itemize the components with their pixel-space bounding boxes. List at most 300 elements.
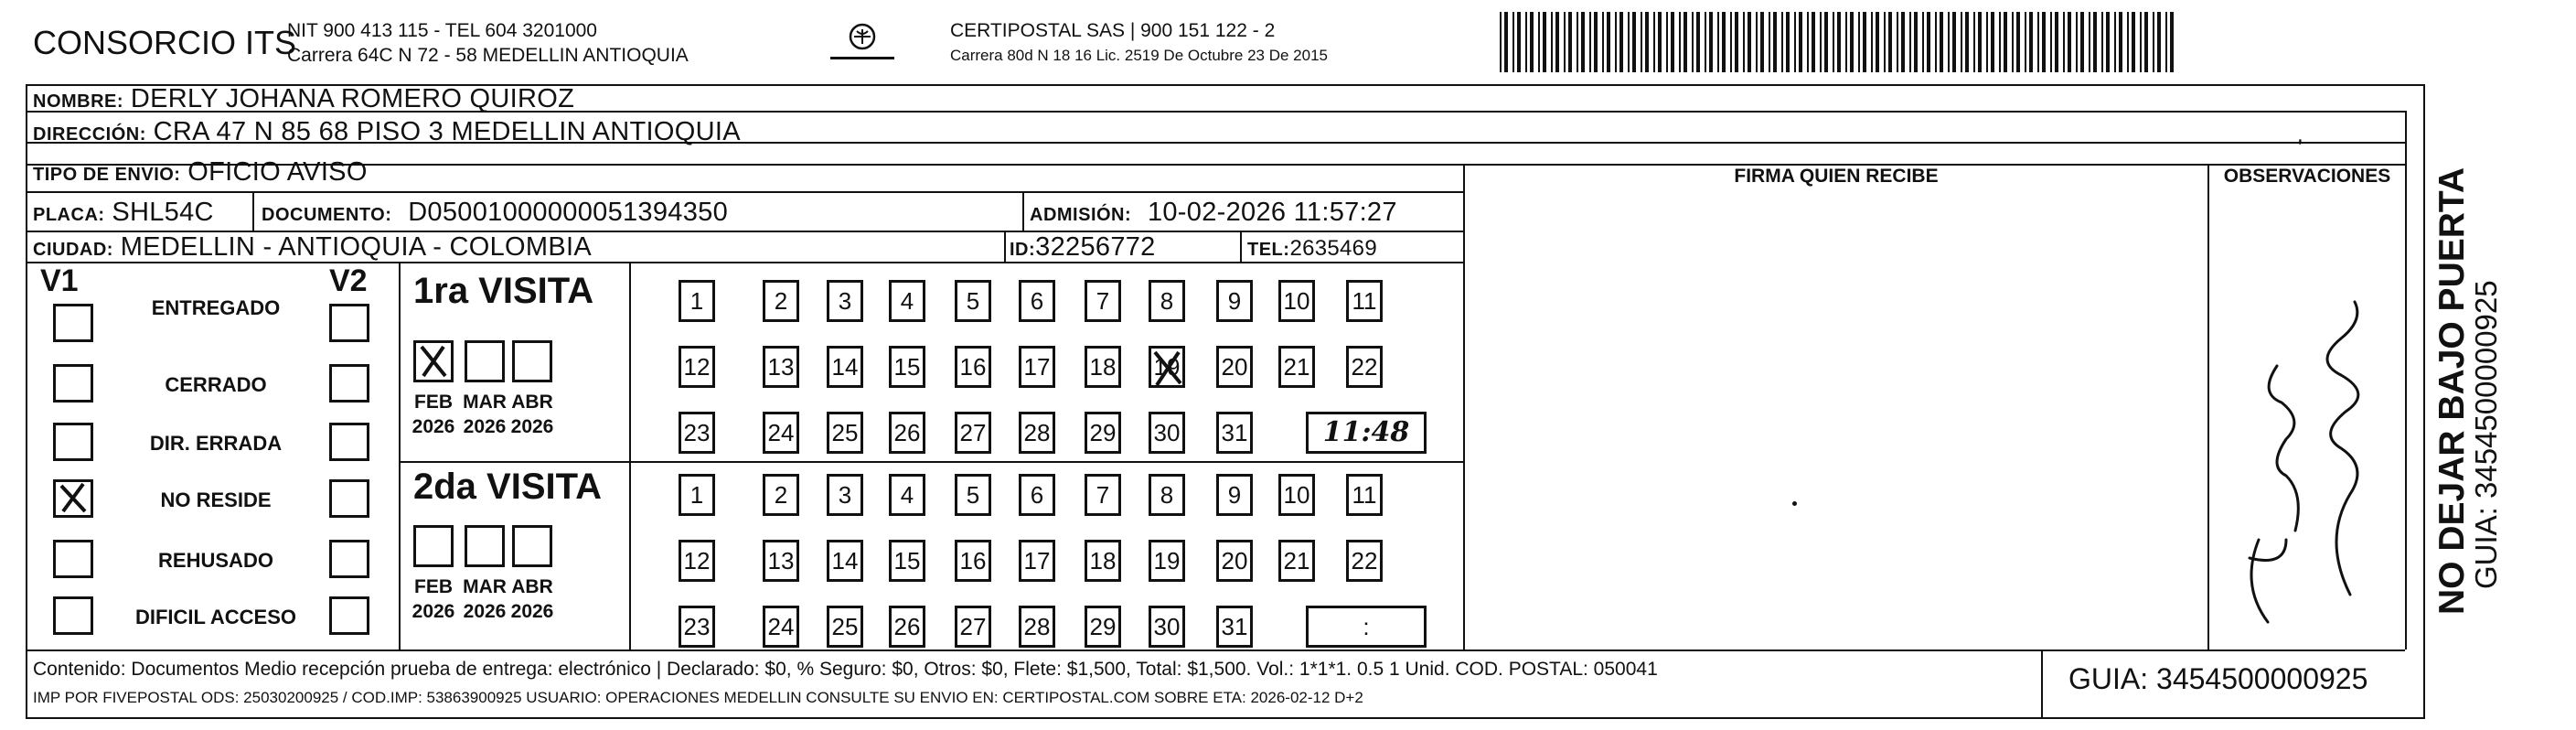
barcode-bar xyxy=(1551,12,1553,72)
day-number: 26 xyxy=(893,419,921,446)
barcode-bar xyxy=(2068,12,2071,72)
visit2-day[interactable] xyxy=(763,540,799,582)
tel-field xyxy=(1247,232,1377,262)
v2-checkbox[interactable] xyxy=(329,304,369,342)
barcode-bar xyxy=(2080,12,2084,72)
visit2-day[interactable] xyxy=(955,474,991,516)
day-number: 6 xyxy=(1030,481,1044,509)
barcode-bar xyxy=(1897,12,1898,72)
status-option-label: CERRADO xyxy=(165,373,267,396)
barcode-bar xyxy=(2114,12,2116,72)
day-number: 30 xyxy=(1153,419,1181,446)
visit2-time: : xyxy=(1363,613,1370,640)
visit2-day[interactable] xyxy=(1085,474,1121,516)
divider xyxy=(1463,164,1465,649)
barcode-bar xyxy=(1978,12,1982,72)
day-number: 5 xyxy=(966,287,980,315)
visit1-day[interactable] xyxy=(679,346,715,388)
admision-label: ADMISIÓN: xyxy=(1030,205,1132,225)
day-number: 24 xyxy=(767,419,795,446)
day-number: 29 xyxy=(1089,613,1117,640)
month-year: 2026 xyxy=(510,601,554,622)
barcode-bar xyxy=(1837,12,1841,72)
day-number: 8 xyxy=(1160,481,1174,509)
day-number: 4 xyxy=(900,481,914,509)
barcode-bar xyxy=(1504,12,1508,72)
barcode-bar xyxy=(1781,12,1783,72)
barcode-bar xyxy=(1568,12,1572,72)
barcode-bar xyxy=(1760,12,1764,72)
barcode-bar xyxy=(1952,12,1956,72)
visit1-day[interactable] xyxy=(1019,346,1055,388)
side-guia: GUIA: 3454500000925 xyxy=(2469,280,2503,589)
placa-value: SHL54C xyxy=(112,198,214,227)
company-name: CONSORCIO ITS xyxy=(33,24,297,61)
visit1-day[interactable] xyxy=(1216,346,1253,388)
day-number: 25 xyxy=(831,613,859,640)
day-number: 12 xyxy=(683,353,711,381)
certipostal-logo xyxy=(823,20,902,71)
company-address: Carrera 64C N 72 - 58 MEDELLIN ANTIOQUIA xyxy=(287,45,689,66)
visit1-day[interactable] xyxy=(827,280,863,322)
day-number: 26 xyxy=(893,613,921,640)
tipo-envio-label: TIPO DE ENVIO: xyxy=(33,165,181,185)
v2-checkbox[interactable] xyxy=(329,364,369,403)
day-number: 3 xyxy=(838,481,852,509)
visit1-day[interactable] xyxy=(955,280,991,322)
barcode-bar xyxy=(1940,12,1943,72)
barcode-bar xyxy=(1973,12,1975,72)
firma-header: FIRMA QUIEN RECIBE xyxy=(1734,166,1939,187)
barcode-bar xyxy=(1888,12,1892,72)
barcode-bar xyxy=(1717,12,1719,72)
visit1-day[interactable] xyxy=(1216,280,1253,322)
visit2-day[interactable] xyxy=(889,606,925,648)
month-year: 2026 xyxy=(463,416,507,437)
divider xyxy=(2207,164,2209,649)
day-number: 16 xyxy=(959,353,987,381)
barcode-bar xyxy=(2055,12,2058,72)
visit2-day[interactable] xyxy=(1149,474,1185,516)
visit2-month-checkbox[interactable] xyxy=(413,525,454,567)
barcode-bar xyxy=(2101,12,2103,72)
divider xyxy=(629,262,631,649)
divider xyxy=(1004,231,1006,262)
visit2-month-checkbox[interactable] xyxy=(512,525,552,567)
divider xyxy=(1022,191,1024,231)
divider xyxy=(1240,231,1242,262)
visit1-day[interactable] xyxy=(827,412,863,454)
visit1-day[interactable] xyxy=(1149,280,1185,322)
visit2-month-label xyxy=(406,574,461,624)
visit2-month-checkbox[interactable] xyxy=(465,525,505,567)
visit2-day[interactable] xyxy=(1019,540,1055,582)
visit2-day[interactable] xyxy=(1216,606,1253,648)
visit1-day[interactable] xyxy=(763,412,799,454)
barcode-bar xyxy=(2119,12,2122,72)
status-option-label: ENTREGADO xyxy=(151,296,281,319)
v1-checkbox[interactable] xyxy=(53,596,93,635)
visit1-day[interactable] xyxy=(889,280,925,322)
nit-line: NIT 900 413 115 - TEL 604 3201000 xyxy=(287,20,597,41)
company-info xyxy=(287,18,689,68)
observaciones-header: OBSERVACIONES xyxy=(2223,166,2391,187)
day-number: 7 xyxy=(1096,481,1110,509)
day-number: 18 xyxy=(1089,353,1117,381)
barcode-bar xyxy=(1671,12,1674,72)
barcode-bar xyxy=(2050,12,2052,72)
barcode-bar xyxy=(1799,12,1802,72)
visit1-day[interactable] xyxy=(889,346,925,388)
barcode-bar xyxy=(1500,12,1502,72)
barcode-bar xyxy=(1863,12,1866,72)
day-number: 18 xyxy=(1089,547,1117,574)
courier-info xyxy=(950,18,1328,68)
v2-checkbox[interactable] xyxy=(329,423,369,461)
visit2-day[interactable] xyxy=(1085,540,1121,582)
visit1-month-checkbox[interactable] xyxy=(465,340,505,382)
barcode-bar xyxy=(1666,12,1668,72)
v1-checkbox[interactable] xyxy=(53,364,93,403)
id-value: 32256772 xyxy=(1035,232,1156,262)
day-number: 25 xyxy=(831,419,859,446)
placa-label: PLACA: xyxy=(33,205,105,225)
tipo-envio-field xyxy=(33,157,368,188)
barcode-bar xyxy=(1748,12,1751,72)
barcode-bar xyxy=(2165,12,2167,72)
visit2-day[interactable] xyxy=(679,474,715,516)
visit2-day[interactable] xyxy=(1278,474,1315,516)
day-number: 2 xyxy=(774,481,788,509)
barcode-bar xyxy=(1525,12,1527,72)
barcode-bar xyxy=(1833,12,1834,72)
month-year: 2026 xyxy=(412,416,455,437)
barcode-bar xyxy=(1876,12,1879,72)
status-option-label: DIR. ERRADA xyxy=(149,432,283,455)
visit1-day[interactable] xyxy=(1085,280,1121,322)
day-number: 10 xyxy=(1283,481,1310,509)
day-number: 8 xyxy=(1160,287,1174,315)
visit1-day[interactable] xyxy=(1278,280,1315,322)
day-number: 30 xyxy=(1153,613,1181,640)
ciudad-field xyxy=(33,232,592,263)
barcode-bar xyxy=(2029,12,2033,72)
divider xyxy=(26,191,1463,193)
placa-field xyxy=(33,198,214,228)
day-number: 21 xyxy=(1283,547,1310,574)
barcode-bar xyxy=(2140,12,2142,72)
barcode-bar xyxy=(1512,12,1514,72)
visit2-title: 2da VISITA xyxy=(413,467,602,507)
visit1-day[interactable] xyxy=(1019,280,1055,322)
barcode-bar xyxy=(1594,12,1598,72)
visit1-day[interactable] xyxy=(1149,412,1185,454)
barcode-bar xyxy=(1705,12,1706,72)
v1-checkbox[interactable] xyxy=(53,304,93,342)
barcode-bar xyxy=(2012,12,2014,72)
day-number: 28 xyxy=(1023,419,1051,446)
barcode-bar xyxy=(1948,12,1950,72)
guia-number: GUIA: 3454500000925 xyxy=(2068,662,2368,695)
ciudad-label: CIUDAD: xyxy=(33,240,113,260)
visit2-day[interactable] xyxy=(1346,540,1383,582)
divider xyxy=(399,262,401,649)
day-number: 10 xyxy=(1283,287,1310,315)
visit1-day[interactable] xyxy=(1346,280,1383,322)
visit2-day[interactable] xyxy=(679,606,715,648)
barcode-bar xyxy=(1845,12,1847,72)
barcode-bar xyxy=(2132,12,2135,72)
day-number: 20 xyxy=(1221,547,1248,574)
barcode-bar xyxy=(1538,12,1540,72)
status-option-label: DIFICIL ACCESO xyxy=(134,606,296,628)
status-option-label: REHUSADO xyxy=(158,549,273,572)
day-number: 31 xyxy=(1221,419,1248,446)
visit2-day[interactable] xyxy=(827,540,863,582)
visit1-day[interactable] xyxy=(763,280,799,322)
barcode-bar xyxy=(1922,12,1924,72)
barcode-bar xyxy=(1619,12,1623,72)
visit1-day[interactable] xyxy=(827,346,863,388)
visit2-day[interactable] xyxy=(1149,540,1185,582)
visit1-day[interactable] xyxy=(1346,346,1383,388)
day-number: 13 xyxy=(767,353,795,381)
divider xyxy=(399,461,1463,463)
visit2-day[interactable] xyxy=(955,540,991,582)
day-number: 23 xyxy=(683,419,711,446)
barcode-bar xyxy=(1794,12,1796,72)
barcode-bar xyxy=(1692,12,1694,72)
barcode-bar xyxy=(1602,12,1604,72)
barcode-bar xyxy=(1555,12,1559,72)
barcode-bar xyxy=(1756,12,1758,72)
day-number: 27 xyxy=(959,613,987,640)
visit1-day[interactable] xyxy=(955,346,991,388)
barcode-bar xyxy=(2004,12,2007,72)
day-number: 1 xyxy=(689,287,704,315)
visit1-month-checkbox[interactable] xyxy=(413,340,454,382)
barcode-bar xyxy=(1884,12,1886,72)
visit1-day[interactable] xyxy=(679,412,715,454)
barcode-bar xyxy=(2157,12,2161,72)
nombre-label: NOMBRE: xyxy=(33,91,124,112)
month-name: MAR xyxy=(463,576,507,597)
barcode-bar xyxy=(1824,12,1828,72)
visit1-day[interactable] xyxy=(1085,346,1121,388)
barcode-bar xyxy=(1850,12,1854,72)
barcode-bar xyxy=(2016,12,2020,72)
direccion-value: CRA 47 N 85 68 PISO 3 MEDELLIN ANTIOQUIA xyxy=(153,117,741,146)
barcode-bar xyxy=(2037,12,2039,72)
day-number: 17 xyxy=(1023,547,1051,574)
day-number: 2 xyxy=(774,287,788,315)
visit2-day[interactable] xyxy=(1216,474,1253,516)
visit1-day[interactable] xyxy=(1278,346,1315,388)
day-number: 4 xyxy=(900,287,914,315)
barcode-bar xyxy=(1914,12,1918,72)
visit2-time-box[interactable] xyxy=(1306,606,1427,648)
barcode-bar xyxy=(1773,12,1777,72)
admision-value: 10-02-2026 11:57:27 xyxy=(1147,198,1397,227)
barcode-bar xyxy=(1812,12,1815,72)
barcode-bar xyxy=(1743,12,1745,72)
barcode-bar xyxy=(1530,12,1534,72)
status-option-label: NO RESIDE xyxy=(160,488,272,511)
month-name: ABR xyxy=(511,392,553,413)
visit1-day[interactable] xyxy=(763,346,799,388)
barcode-bar xyxy=(1735,12,1738,72)
day-number: 28 xyxy=(1023,613,1051,640)
nombre-field xyxy=(33,84,574,114)
visit2-day[interactable] xyxy=(1216,540,1253,582)
month-year: 2026 xyxy=(510,416,554,437)
barcode-bar xyxy=(1683,12,1687,72)
day-number: 22 xyxy=(1351,353,1378,381)
tel-label: TEL: xyxy=(1247,240,1290,260)
visit2-day[interactable] xyxy=(1085,606,1121,648)
signature-dot xyxy=(1792,501,1797,506)
v2-checkbox[interactable] xyxy=(329,479,369,518)
visit1-day[interactable] xyxy=(889,412,925,454)
v1-title: V1 xyxy=(40,263,79,298)
visit1-day[interactable] xyxy=(679,280,715,322)
barcode-bar xyxy=(2093,12,2097,72)
visit1-day[interactable] xyxy=(1085,412,1121,454)
barcode-bar xyxy=(2089,12,2090,72)
documento-label: DOCUMENTO: xyxy=(262,205,392,225)
barcode-bar xyxy=(1927,12,1930,72)
barcode-bar xyxy=(1786,12,1790,72)
barcode-bar xyxy=(1961,12,1962,72)
v1-checkbox[interactable] xyxy=(53,423,93,461)
barcode-bar xyxy=(1679,12,1681,72)
day-number: 16 xyxy=(959,547,987,574)
barcode-bar xyxy=(1577,12,1578,72)
visit2-day[interactable] xyxy=(827,474,863,516)
barcode-bar xyxy=(1730,12,1732,72)
barcode-bar xyxy=(1722,12,1726,72)
barcode-bar xyxy=(2106,12,2110,72)
barcode-bar xyxy=(1645,12,1649,72)
courier-address: Carrera 80d N 18 16 Lic. 2519 De Octubre 23 De 2015 xyxy=(950,47,1328,64)
ciudad-value: MEDELLIN - ANTIOQUIA - COLOMBIA xyxy=(120,232,593,262)
pen-mark: , xyxy=(2297,123,2303,147)
divider xyxy=(252,191,254,231)
barcode-bar xyxy=(1632,12,1636,72)
barcode-bar xyxy=(1935,12,1937,72)
v2-checkbox[interactable] xyxy=(329,596,369,635)
day-number: 15 xyxy=(893,353,921,381)
barcode-bar xyxy=(1807,12,1809,72)
barcode-bar xyxy=(1769,12,1770,72)
visit1-title: 1ra VISITA xyxy=(413,271,594,311)
barcode-bar xyxy=(1564,12,1566,72)
day-number: 9 xyxy=(1227,287,1242,315)
barcode-bar xyxy=(1589,12,1591,72)
tipo-envio-value: OFICIO AVISO xyxy=(187,157,368,187)
visit2-day[interactable] xyxy=(889,474,925,516)
day-number: 17 xyxy=(1023,353,1051,381)
barcode-bar xyxy=(1871,12,1873,72)
footer-imp xyxy=(33,684,1363,710)
visit2-day[interactable] xyxy=(1346,474,1383,516)
tel-value: 2635469 xyxy=(1289,236,1377,261)
barcode-bar xyxy=(1991,12,1994,72)
month-name: MAR xyxy=(463,392,507,413)
direccion-field xyxy=(33,117,741,147)
day-number: 3 xyxy=(838,287,852,315)
barcode-bar xyxy=(2144,12,2148,72)
visit1-month-label xyxy=(505,390,560,439)
visit2-day[interactable] xyxy=(889,540,925,582)
v2-title: V2 xyxy=(329,263,368,298)
visit2-day[interactable] xyxy=(1149,606,1185,648)
barcode-bar xyxy=(1909,12,1911,72)
visit2-day[interactable] xyxy=(1019,474,1055,516)
visit1-day[interactable] xyxy=(1019,412,1055,454)
visit1-month-checkbox[interactable] xyxy=(512,340,552,382)
visit1-time: 11:48 xyxy=(1322,416,1410,448)
documento-field xyxy=(262,198,728,228)
day-number: 7 xyxy=(1096,287,1110,315)
visit1-day[interactable] xyxy=(1149,346,1185,388)
documento-value: D05001000000051394350 xyxy=(408,198,728,227)
barcode-bar xyxy=(2170,12,2174,72)
day-number: 1 xyxy=(689,481,704,509)
barcode xyxy=(1500,12,2175,72)
visit2-month-label xyxy=(457,574,512,624)
barcode-bar xyxy=(2076,12,2078,72)
barcode-bar xyxy=(2025,12,2026,72)
month-year: 2026 xyxy=(463,601,507,622)
barcode-bar xyxy=(2063,12,2065,72)
day-number: 19 xyxy=(1153,547,1181,574)
no-dejar-warning: NO DEJAR BAJO PUERTA xyxy=(2432,166,2472,615)
divider xyxy=(2405,111,2407,649)
footer-imp-text: IMP POR FIVEPOSTAL ODS: 25030200925 / COD.IMP: 53863900925 USUARIO: OPERACIONES MEDELLIN CONSULTE SU ENVIO EN: CERTIPOSTAL.COM SOBRE ETA: 2026-02-12 D+2 xyxy=(33,689,1363,706)
visit2-day[interactable] xyxy=(955,606,991,648)
barcode-bar xyxy=(1965,12,1969,72)
day-number: 20 xyxy=(1221,353,1248,381)
visit1-day[interactable] xyxy=(1216,412,1253,454)
visit1-day[interactable] xyxy=(955,412,991,454)
visit2-day[interactable] xyxy=(1278,540,1315,582)
visit2-day[interactable] xyxy=(1019,606,1055,648)
v2-checkbox[interactable] xyxy=(329,540,369,578)
day-number: 11 xyxy=(1352,481,1377,509)
courier-line: CERTIPOSTAL SAS | 900 151 122 - 2 xyxy=(950,20,1276,41)
barcode-bar xyxy=(1986,12,1988,72)
visit2-day[interactable] xyxy=(679,540,715,582)
visit2-day[interactable] xyxy=(763,606,799,648)
visit1-time-box[interactable] xyxy=(1306,412,1427,454)
month-name: FEB xyxy=(414,576,453,597)
visit2-day[interactable] xyxy=(827,606,863,648)
day-number: 14 xyxy=(831,353,859,381)
observaciones-handwriting xyxy=(2231,229,2396,631)
visit1-month-label xyxy=(406,390,461,439)
v1-checkbox[interactable] xyxy=(53,540,93,578)
visit2-day[interactable] xyxy=(763,474,799,516)
day-number: 22 xyxy=(1351,547,1378,574)
day-number: 9 xyxy=(1227,481,1242,509)
month-name: ABR xyxy=(511,576,553,597)
divider xyxy=(2041,649,2043,719)
barcode-bar xyxy=(1607,12,1610,72)
id-label: ID: xyxy=(1010,240,1036,260)
v1-checkbox[interactable] xyxy=(53,479,93,518)
barcode-bar xyxy=(1696,12,1700,72)
